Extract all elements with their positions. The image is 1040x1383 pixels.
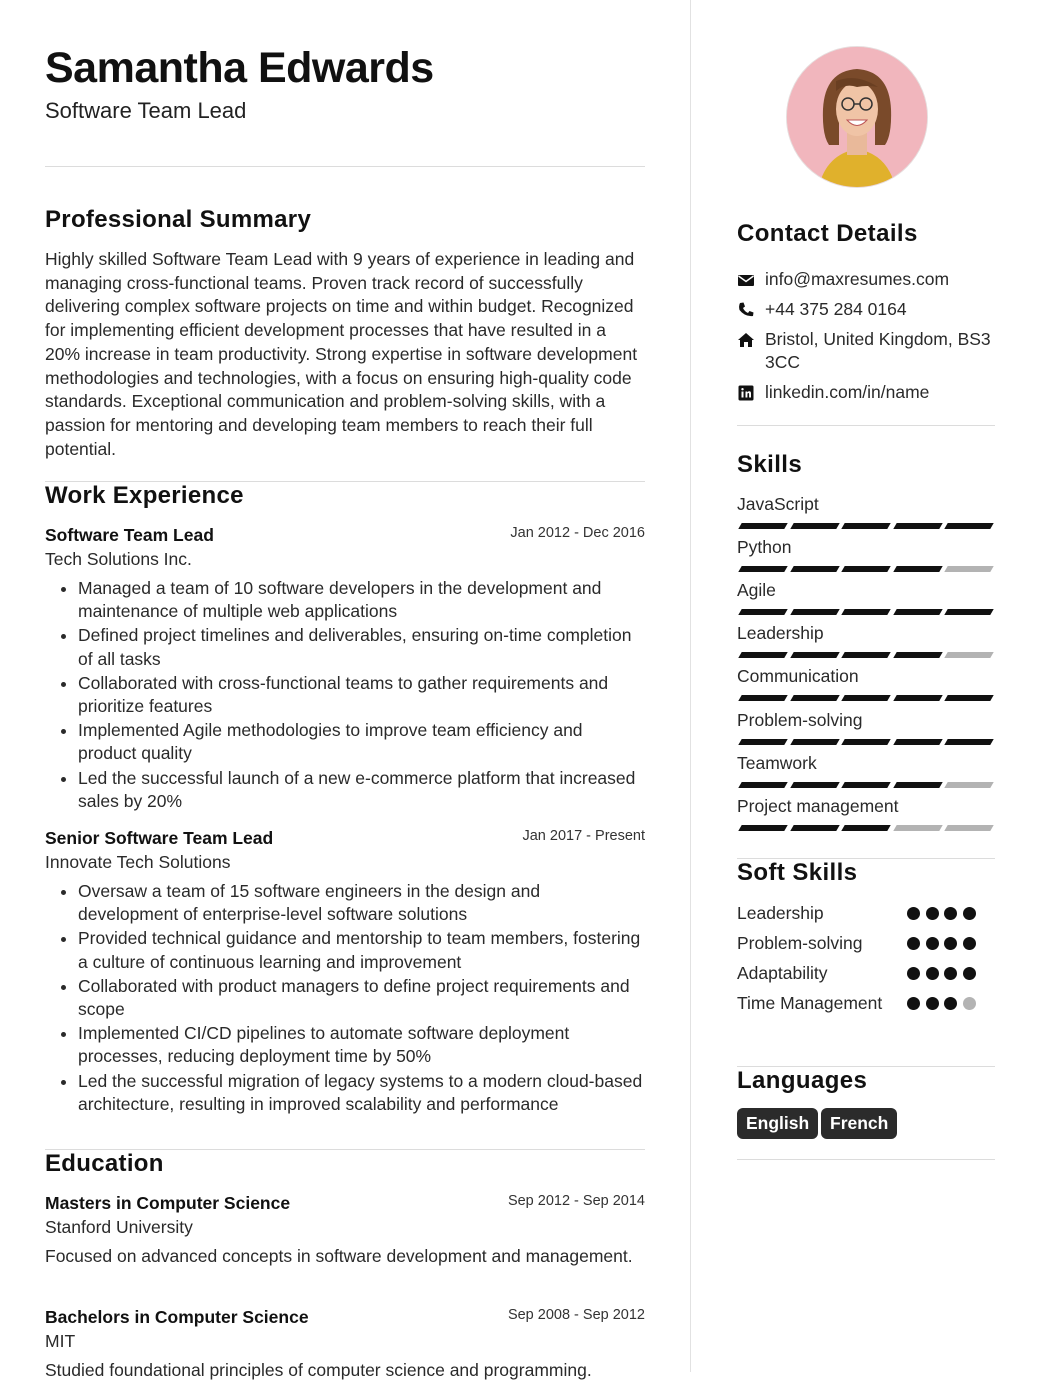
column-divider (690, 0, 691, 1372)
candidate-name: Samantha Edwards (45, 44, 434, 92)
contact-email[interactable] (737, 268, 995, 291)
job-bullets (45, 577, 645, 813)
portrait-image (787, 47, 927, 187)
contact-address (737, 328, 995, 374)
skill-item (737, 753, 995, 774)
summary-text: Highly skilled Software Team Lead with 9 years of experience in leading and managing cross-functional teams. Proven track record of successfully delivering complex software projects on time and within budget. Recognized for implementing efficient development processes that have resulted in a 20% increase in team productivity. Strong expertise in software development methodologies and technologies, with a focus on ensuring high-quality code standards. Exceptional communication and problem-solving skills, with a passion for mentoring and developing team members to reach their full potential. (45, 249, 638, 459)
experience-item (45, 828, 645, 1117)
skill-segment-filled (738, 782, 787, 788)
soft-skill-rating (907, 907, 987, 921)
rating-dot-filled (963, 937, 976, 950)
skill-segment-filled (893, 739, 942, 745)
skill-segment-filled (893, 609, 942, 615)
skill-segment-empty (944, 566, 993, 572)
school: Stanford University (45, 1217, 193, 1237)
soft-skill-rating (907, 937, 987, 951)
job-bullet: • Provided technical guidance and mentorship to team members, fostering a culture of continuous learning and improvement (78, 927, 645, 973)
skill-segment-filled (893, 652, 942, 658)
envelope-icon (737, 271, 755, 289)
skill-segment-empty (944, 782, 993, 788)
skill-name: Teamwork (737, 752, 817, 773)
rating-dot-filled (907, 997, 920, 1010)
soft-skill-name: Leadership (737, 903, 824, 923)
soft-skill-name: Adaptability (737, 963, 828, 983)
skill-item (737, 796, 995, 817)
soft-skills-heading: Soft Skills (737, 859, 858, 886)
skill-item (737, 580, 995, 601)
skill-item (737, 537, 995, 558)
job-dates: Jan 2017 - Present (522, 828, 645, 844)
profile-photo (786, 46, 928, 188)
education-item (45, 1193, 645, 1269)
skill-item (737, 666, 995, 687)
rating-dot-filled (926, 997, 939, 1010)
soft-skill-name: Problem-solving (737, 933, 863, 953)
home-icon (737, 331, 755, 349)
skill-level-bar (737, 566, 993, 573)
job-bullet: • Collaborated with cross-functional teams to gather requirements and prioritize features (78, 672, 645, 718)
skill-segment-filled (738, 825, 787, 831)
skill-segment-filled (738, 566, 787, 572)
job-bullet: • Oversaw a team of 15 software engineers in the design and development of enterprise-level software solutions (78, 880, 645, 926)
skill-name: JavaScript (737, 494, 819, 514)
skill-segment-filled (944, 739, 993, 745)
rating-dot-filled (926, 907, 939, 920)
skill-level-bar (737, 782, 993, 789)
skill-segment-filled (944, 523, 993, 529)
skill-level-bar (737, 523, 993, 530)
experience-heading: Work Experience (45, 482, 244, 509)
skill-segment-filled (790, 739, 839, 745)
candidate-title: Software Team Lead (45, 98, 247, 123)
skill-segment-empty (944, 652, 993, 658)
rating-dot-filled (907, 937, 920, 950)
education-heading: Education (45, 1150, 164, 1177)
job-company: Tech Solutions Inc. (45, 549, 192, 569)
header-divider (45, 166, 645, 167)
job-title: Senior Software Team Lead (45, 828, 274, 848)
skill-segment-filled (893, 782, 942, 788)
languages-divider (737, 1159, 995, 1160)
degree: Masters in Computer Science (45, 1193, 291, 1213)
language-chip: English (737, 1108, 818, 1139)
skill-level-bar (737, 695, 993, 702)
skill-segment-empty (944, 825, 993, 831)
job-title: Software Team Lead (45, 525, 214, 545)
skill-segment-filled (841, 782, 890, 788)
job-bullet: • Implemented Agile methodologies to improve team efficiency and product quality (78, 719, 645, 765)
contact-divider (737, 425, 995, 426)
job-company: Innovate Tech Solutions (45, 852, 231, 872)
skill-item (737, 494, 995, 515)
skill-segment-filled (790, 695, 839, 701)
skill-segment-filled (790, 523, 839, 529)
skill-segment-filled (893, 695, 942, 701)
skill-level-bar (737, 739, 993, 746)
skill-segment-filled (738, 609, 787, 615)
soft-skill-item (737, 991, 995, 1015)
job-bullet: • Collaborated with product managers to define project requirements and scope (78, 975, 645, 1021)
summary-heading: Professional Summary (45, 206, 312, 233)
education-description: Focused on advanced concepts in software development and management. (45, 1246, 633, 1266)
experience-item (45, 525, 645, 814)
linkedin-icon (737, 384, 755, 402)
skill-segment-filled (944, 695, 993, 701)
language-chip: French (821, 1108, 897, 1139)
education-description: Studied foundational principles of computer science and programming. (45, 1360, 592, 1380)
phone-icon (737, 301, 755, 319)
rating-dot-filled (944, 907, 957, 920)
skill-segment-empty (893, 825, 942, 831)
job-bullet: • Implemented CI/CD pipelines to automate software deployment processes, reducing deployment time by 50% (78, 1022, 645, 1068)
rating-dot-filled (963, 967, 976, 980)
degree: Bachelors in Computer Science (45, 1307, 309, 1327)
skill-segment-filled (841, 739, 890, 745)
job-bullet: • Led the successful launch of a new e-commerce platform that increased sales by 20% (78, 767, 645, 813)
linkedin-text: linkedin.com/in/name (765, 382, 930, 402)
rating-dot-filled (944, 997, 957, 1010)
soft-skill-rating (907, 967, 987, 981)
education-dates: Sep 2008 - Sep 2012 (507, 1307, 645, 1323)
job-bullets (45, 880, 645, 1116)
education-dates: Sep 2012 - Sep 2014 (507, 1193, 645, 1209)
skill-level-bar (737, 825, 993, 832)
skill-segment-filled (790, 782, 839, 788)
skill-item (737, 710, 995, 731)
job-dates: Jan 2012 - Dec 2016 (510, 525, 645, 541)
skill-segment-filled (738, 652, 787, 658)
skill-segment-filled (841, 652, 890, 658)
skill-segment-filled (944, 609, 993, 615)
email-text: info@maxresumes.com (765, 269, 950, 289)
skill-segment-filled (841, 695, 890, 701)
skill-segment-filled (738, 695, 787, 701)
skill-name: Agile (737, 580, 776, 601)
skill-name: Problem-solving (737, 709, 863, 730)
phone-text: +44 375 284 0164 (765, 299, 907, 319)
skill-segment-filled (841, 523, 890, 529)
skill-segment-filled (893, 566, 942, 572)
skill-segment-filled (841, 609, 890, 615)
soft-skill-item (737, 931, 995, 955)
soft-skill-rating (907, 997, 987, 1011)
skill-segment-filled (841, 825, 890, 831)
rating-dot-filled (926, 967, 939, 980)
soft-skill-name: Time Management (737, 993, 883, 1013)
contact-phone[interactable] (737, 298, 995, 321)
skill-segment-filled (790, 609, 839, 615)
skill-name: Python (737, 537, 792, 558)
skill-segment-filled (841, 566, 890, 572)
rating-dot-empty (963, 997, 976, 1010)
soft-skill-item (737, 961, 995, 985)
soft-skill-item (737, 901, 995, 925)
skill-item (737, 623, 995, 644)
contact-heading: Contact Details (737, 220, 918, 247)
skill-name: Project management (737, 795, 899, 816)
rating-dot-filled (944, 967, 957, 980)
rating-dot-filled (963, 907, 976, 920)
skill-name: Communication (737, 666, 859, 687)
skill-segment-filled (790, 652, 839, 658)
rating-dot-filled (907, 967, 920, 980)
skill-name: Leadership (737, 623, 824, 644)
address-text: Bristol, United Kingdom, BS3 3CC (765, 329, 991, 372)
education-item (45, 1307, 645, 1383)
skills-heading: Skills (737, 451, 803, 478)
job-bullet: • Managed a team of 10 software developers in the development and maintenance of multiple web applications (78, 577, 645, 623)
skill-segment-filled (790, 825, 839, 831)
rating-dot-filled (907, 907, 920, 920)
skill-segment-filled (738, 739, 787, 745)
skill-level-bar (737, 609, 993, 616)
school: MIT (45, 1331, 76, 1351)
languages-heading: Languages (737, 1067, 868, 1094)
skill-segment-filled (738, 523, 787, 529)
rating-dot-filled (926, 937, 939, 950)
skill-level-bar (737, 652, 993, 659)
rating-dot-filled (944, 937, 957, 950)
contact-linkedin[interactable] (737, 381, 995, 404)
job-bullet: • Defined project timelines and deliverables, ensuring on-time completion of all tasks (78, 624, 645, 670)
skill-segment-filled (790, 566, 839, 572)
skill-segment-filled (893, 523, 942, 529)
job-bullet: • Led the successful migration of legacy systems to a modern cloud-based architecture, resulting in improved scalability and performance (78, 1070, 645, 1116)
